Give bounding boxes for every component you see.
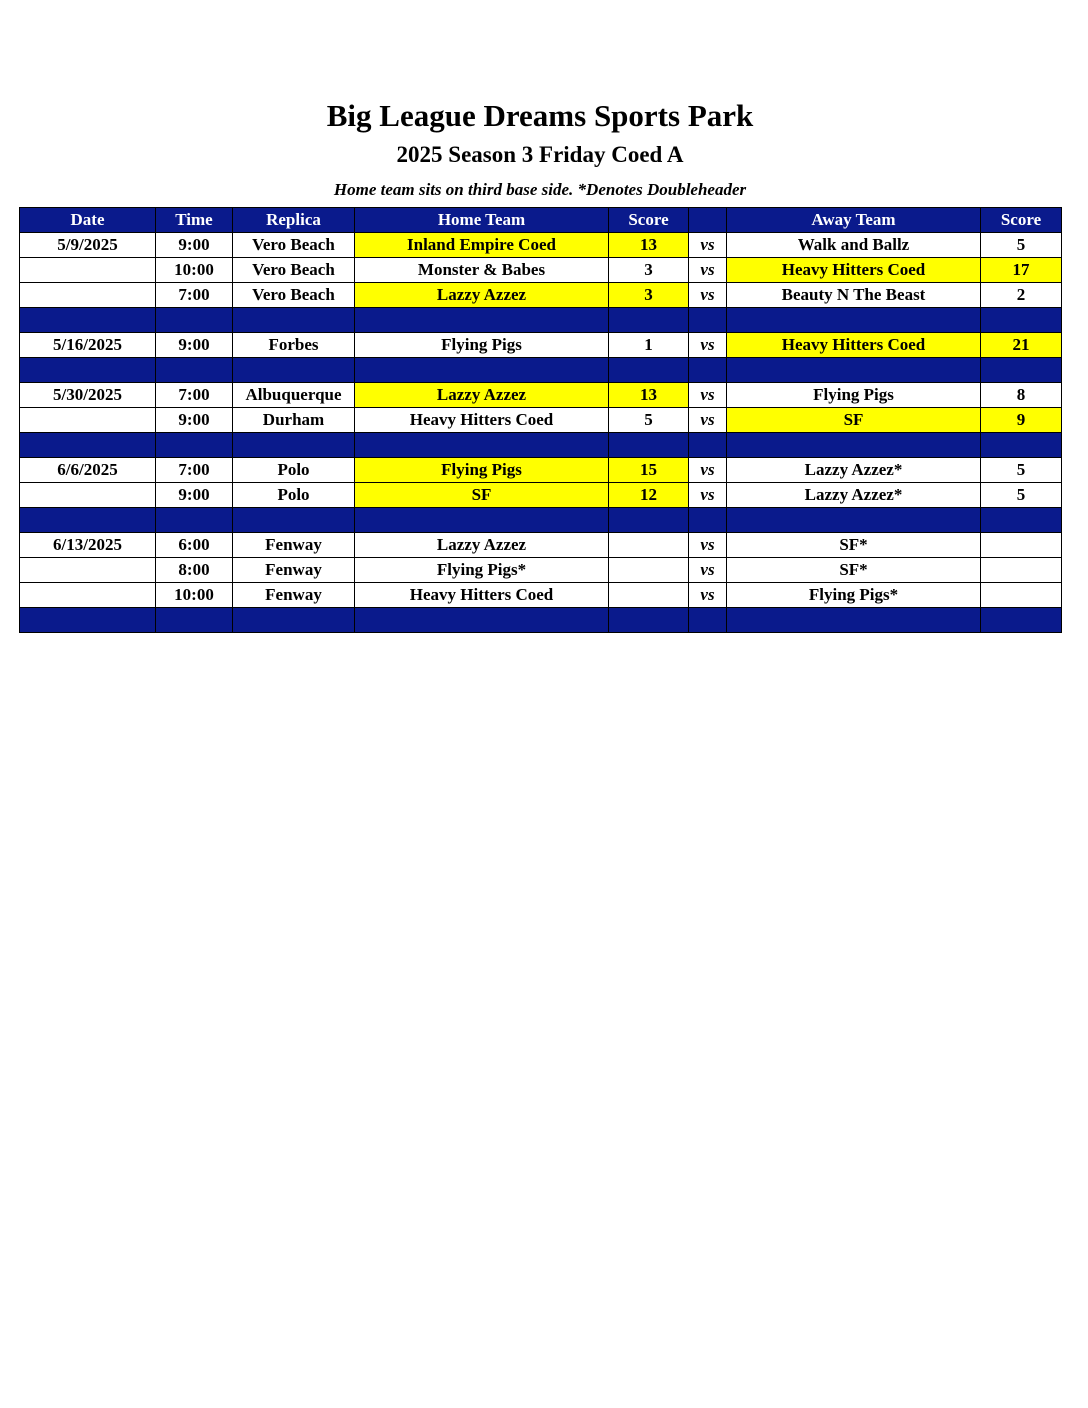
cell-home-team: Flying Pigs xyxy=(355,333,609,358)
table-row xyxy=(20,383,1062,408)
separator-cell xyxy=(981,508,1062,533)
separator-cell xyxy=(233,608,355,633)
cell-away-team: SF* xyxy=(727,533,981,558)
table-row xyxy=(20,533,1062,558)
cell-time: 8:00 xyxy=(156,558,233,583)
separator-cell xyxy=(355,608,609,633)
cell-away-team: Heavy Hitters Coed xyxy=(727,333,981,358)
col-header-away-team: Away Team xyxy=(727,208,981,233)
cell-away-score: 2 xyxy=(981,283,1062,308)
cell-home-team: SF xyxy=(355,483,609,508)
cell-replica: Fenway xyxy=(233,583,355,608)
cell-time: 6:00 xyxy=(156,533,233,558)
cell-replica: Vero Beach xyxy=(233,283,355,308)
cell-away-score xyxy=(981,533,1062,558)
cell-date: 5/30/2025 xyxy=(20,383,156,408)
cell-home-score: 1 xyxy=(609,333,689,358)
separator-cell xyxy=(689,608,727,633)
cell-home-team: Monster & Babes xyxy=(355,258,609,283)
cell-home-score: 3 xyxy=(609,258,689,283)
separator-cell xyxy=(727,608,981,633)
schedule-body xyxy=(20,233,1062,633)
col-header-vs xyxy=(689,208,727,233)
cell-replica: Vero Beach xyxy=(233,258,355,283)
separator-cell xyxy=(233,508,355,533)
cell-time: 10:00 xyxy=(156,583,233,608)
separator-cell xyxy=(727,433,981,458)
cell-date xyxy=(20,483,156,508)
cell-home-score xyxy=(609,533,689,558)
cell-away-score: 21 xyxy=(981,333,1062,358)
separator-row xyxy=(20,433,1062,458)
cell-time: 9:00 xyxy=(156,408,233,433)
table-row xyxy=(20,458,1062,483)
separator-cell xyxy=(727,358,981,383)
table-row xyxy=(20,258,1062,283)
separator-cell xyxy=(609,433,689,458)
separator-cell xyxy=(156,608,233,633)
table-row xyxy=(20,583,1062,608)
cell-vs: vs xyxy=(689,408,727,433)
cell-replica: Albuquerque xyxy=(233,383,355,408)
cell-away-score: 5 xyxy=(981,483,1062,508)
separator-cell xyxy=(609,358,689,383)
cell-away-score: 9 xyxy=(981,408,1062,433)
cell-away-team: Lazzy Azzez* xyxy=(727,458,981,483)
cell-vs: vs xyxy=(689,283,727,308)
cell-away-score xyxy=(981,558,1062,583)
table-header-row xyxy=(20,208,1062,233)
separator-cell xyxy=(156,308,233,333)
cell-replica: Fenway xyxy=(233,533,355,558)
separator-cell xyxy=(981,358,1062,383)
separator-cell xyxy=(156,358,233,383)
cell-away-score: 17 xyxy=(981,258,1062,283)
cell-home-team: Lazzy Azzez xyxy=(355,383,609,408)
cell-date xyxy=(20,283,156,308)
cell-home-team: Flying Pigs* xyxy=(355,558,609,583)
col-header-replica: Replica xyxy=(233,208,355,233)
separator-row xyxy=(20,508,1062,533)
cell-replica: Forbes xyxy=(233,333,355,358)
cell-vs: vs xyxy=(689,483,727,508)
separator-cell xyxy=(20,608,156,633)
cell-home-score: 3 xyxy=(609,283,689,308)
separator-cell xyxy=(727,508,981,533)
cell-away-team: Lazzy Azzez* xyxy=(727,483,981,508)
separator-cell xyxy=(355,508,609,533)
col-header-date: Date xyxy=(20,208,156,233)
cell-vs: vs xyxy=(689,533,727,558)
col-header-home-team: Home Team xyxy=(355,208,609,233)
table-row xyxy=(20,283,1062,308)
cell-vs: vs xyxy=(689,583,727,608)
cell-away-team: Beauty N The Beast xyxy=(727,283,981,308)
cell-time: 9:00 xyxy=(156,483,233,508)
cell-date: 5/9/2025 xyxy=(20,233,156,258)
cell-replica: Vero Beach xyxy=(233,233,355,258)
cell-date xyxy=(20,408,156,433)
cell-home-team: Inland Empire Coed xyxy=(355,233,609,258)
separator-cell xyxy=(609,608,689,633)
separator-cell xyxy=(20,508,156,533)
cell-time: 7:00 xyxy=(156,458,233,483)
separator-cell xyxy=(981,608,1062,633)
separator-cell xyxy=(609,308,689,333)
separator-cell xyxy=(981,308,1062,333)
separator-cell xyxy=(689,358,727,383)
table-row xyxy=(20,483,1062,508)
cell-away-team: SF xyxy=(727,408,981,433)
cell-home-score: 5 xyxy=(609,408,689,433)
separator-row xyxy=(20,308,1062,333)
cell-date xyxy=(20,558,156,583)
separator-cell xyxy=(156,508,233,533)
cell-date: 5/16/2025 xyxy=(20,333,156,358)
cell-vs: vs xyxy=(689,558,727,583)
cell-vs: vs xyxy=(689,383,727,408)
cell-away-score xyxy=(981,583,1062,608)
cell-home-team: Flying Pigs xyxy=(355,458,609,483)
col-header-away-score: Score xyxy=(981,208,1062,233)
cell-home-team: Lazzy Azzez xyxy=(355,283,609,308)
separator-cell xyxy=(689,508,727,533)
separator-cell xyxy=(20,358,156,383)
separator-cell xyxy=(233,308,355,333)
cell-home-score xyxy=(609,558,689,583)
separator-cell xyxy=(355,358,609,383)
cell-replica: Durham xyxy=(233,408,355,433)
cell-time: 9:00 xyxy=(156,233,233,258)
cell-time: 9:00 xyxy=(156,333,233,358)
cell-home-score: 12 xyxy=(609,483,689,508)
col-header-home-score: Score xyxy=(609,208,689,233)
cell-replica: Polo xyxy=(233,458,355,483)
separator-cell xyxy=(20,308,156,333)
cell-date xyxy=(20,258,156,283)
separator-cell xyxy=(981,433,1062,458)
separator-cell xyxy=(355,433,609,458)
schedule-table xyxy=(19,207,1062,633)
table-row xyxy=(20,233,1062,258)
cell-time: 7:00 xyxy=(156,383,233,408)
cell-date: 6/13/2025 xyxy=(20,533,156,558)
separator-cell xyxy=(609,508,689,533)
cell-home-team: Lazzy Azzez xyxy=(355,533,609,558)
separator-cell xyxy=(20,433,156,458)
table-row xyxy=(20,408,1062,433)
separator-cell xyxy=(689,433,727,458)
cell-away-team: Flying Pigs* xyxy=(727,583,981,608)
cell-replica: Polo xyxy=(233,483,355,508)
table-row xyxy=(20,333,1062,358)
separator-row xyxy=(20,608,1062,633)
schedule-note: Home team sits on third base side. *Denotes Doubleheader xyxy=(333,180,747,199)
separator-cell xyxy=(233,433,355,458)
cell-away-score: 8 xyxy=(981,383,1062,408)
separator-cell xyxy=(233,358,355,383)
table-row xyxy=(20,558,1062,583)
cell-home-score: 13 xyxy=(609,383,689,408)
cell-vs: vs xyxy=(689,258,727,283)
separator-cell xyxy=(156,433,233,458)
page-title: Big League Dreams Sports Park xyxy=(326,98,754,133)
cell-home-score xyxy=(609,583,689,608)
separator-cell xyxy=(689,308,727,333)
cell-date: 6/6/2025 xyxy=(20,458,156,483)
cell-vs: vs xyxy=(689,233,727,258)
cell-away-team: Flying Pigs xyxy=(727,383,981,408)
cell-home-team: Heavy Hitters Coed xyxy=(355,408,609,433)
cell-vs: vs xyxy=(689,458,727,483)
separator-cell xyxy=(727,308,981,333)
separator-cell xyxy=(355,308,609,333)
cell-away-team: Walk and Ballz xyxy=(727,233,981,258)
cell-home-score: 13 xyxy=(609,233,689,258)
cell-time: 10:00 xyxy=(156,258,233,283)
separator-row xyxy=(20,358,1062,383)
page-subtitle: 2025 Season 3 Friday Coed A xyxy=(396,142,684,167)
cell-replica: Fenway xyxy=(233,558,355,583)
cell-time: 7:00 xyxy=(156,283,233,308)
cell-vs: vs xyxy=(689,333,727,358)
cell-away-team: SF* xyxy=(727,558,981,583)
cell-away-team: Heavy Hitters Coed xyxy=(727,258,981,283)
cell-away-score: 5 xyxy=(981,458,1062,483)
cell-date xyxy=(20,583,156,608)
cell-home-team: Heavy Hitters Coed xyxy=(355,583,609,608)
col-header-time: Time xyxy=(156,208,233,233)
cell-home-score: 15 xyxy=(609,458,689,483)
cell-away-score: 5 xyxy=(981,233,1062,258)
